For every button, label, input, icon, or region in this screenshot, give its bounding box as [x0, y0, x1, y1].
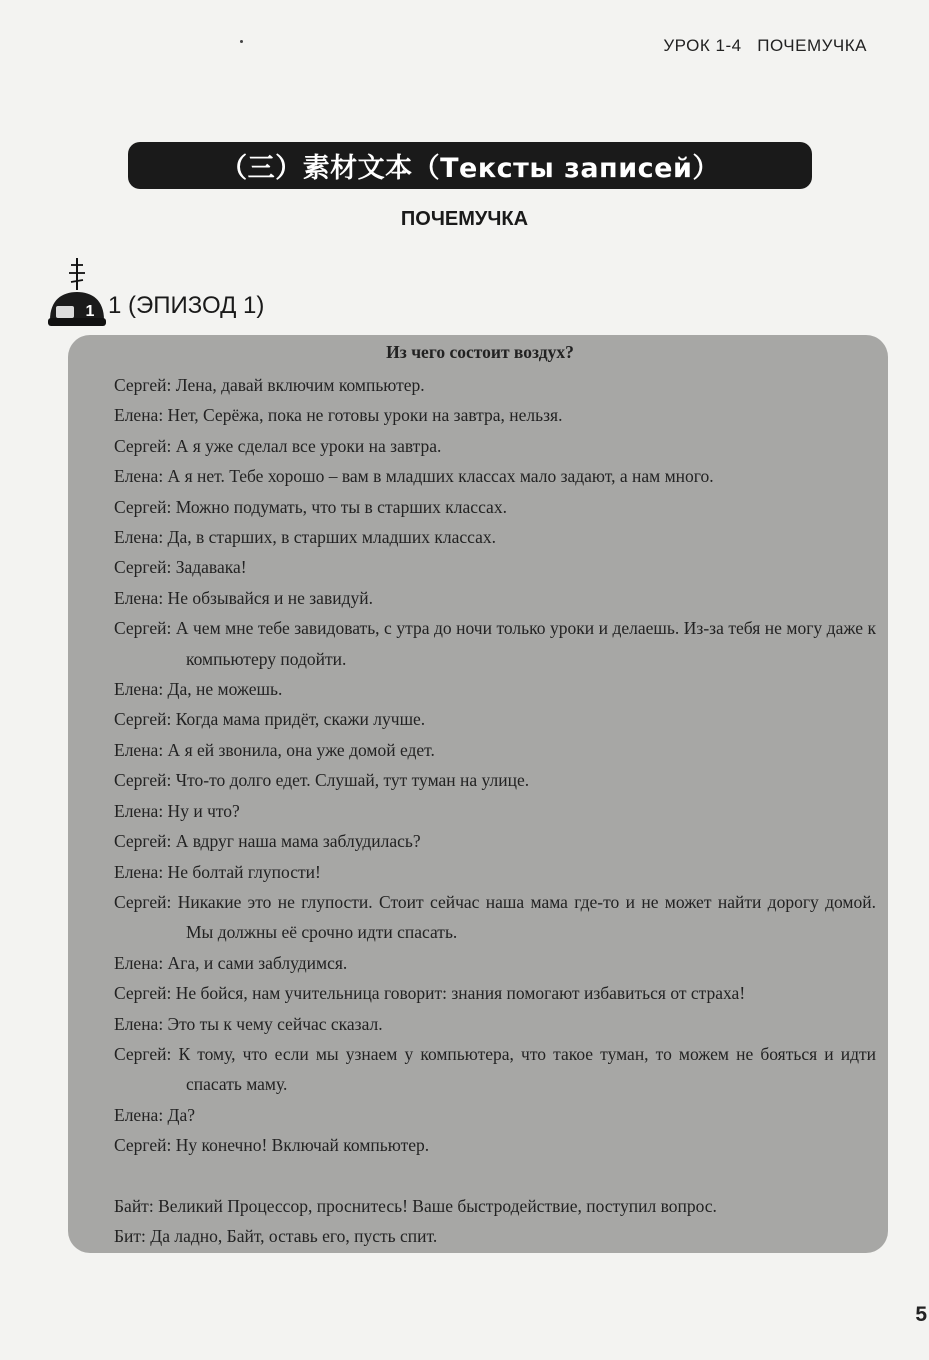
page-number: 5	[915, 1303, 927, 1326]
running-header: УРОК 1-4 ПОЧЕМУЧКА	[663, 36, 867, 55]
dialogue-line: Сергей: Никакие это не глупости. Стоит сейчас наша мама где-то и не может найти дорогу домой. Мы должны её срочно идти спасать.	[114, 891, 876, 943]
dialogue-line: Сергей: А вдруг наша мама заблудилась?	[114, 831, 421, 852]
section-heading: （三）素材文本（Тексты записей）	[220, 153, 720, 184]
dialogue-line: Елена: Это ты к чему сейчас сказал.	[114, 1013, 383, 1034]
dialogue-line: Елена: А я нет. Тебе хорошо – вам в младших классах мало задают, а нам много.	[114, 466, 714, 487]
dialogue-line: Елена: Ага, и сами заблудимся.	[114, 952, 348, 973]
page-title: ПОЧЕМУЧКА	[400, 208, 529, 230]
dialogue-line: Сергей: Можно подумать, что ты в старших классах.	[114, 496, 507, 517]
dialogue-line: Елена: Не болтай глупости!	[114, 861, 321, 882]
audio-track-icon	[46, 256, 108, 332]
dialogue-line: Сергей: Задавака!	[114, 557, 247, 578]
dialogue-line: Сергей: Ну конечно! Включай компьютер.	[114, 1135, 430, 1156]
dialogue-line: Елена: А я ей звонила, она уже домой едет.	[114, 739, 435, 760]
print-speck	[240, 40, 243, 43]
dialogue-line: Сергей: Что-то долго едет. Слушай, тут туман на улице.	[114, 770, 530, 791]
dialogue-line: Сергей: Лена, давай включим компьютер.	[114, 375, 425, 395]
dialogue-line: Байт: Великий Процессор, проснитесь! Ваше быстродействие, поступил вопрос.	[114, 1195, 717, 1216]
dialogue-line: Сергей: К тому, что если мы узнаем у компьютера, что такое туман, то можем не бояться и идти спасать маму.	[114, 1043, 876, 1095]
dialogue-line: Сергей: Не бойся, нам учительница говорит: знания помогают избавиться от страха!	[114, 983, 746, 1004]
transcript-title: Из чего состоит воздух?	[386, 342, 574, 362]
dialogue-line: Елена: Да, в старших, в старших младших классах.	[114, 527, 496, 548]
transcript-box	[68, 335, 888, 1253]
dialogue-line: Елена: Не обзывайся и не завидуй.	[114, 587, 373, 608]
dialogue-line: Сергей: А я уже сделал все уроки на завтра.	[114, 435, 442, 456]
track-number: 1	[85, 303, 95, 320]
dialogue-line: Елена: Нет, Серёжа, пока не готовы уроки на завтра, нельзя.	[114, 405, 563, 426]
transcript-lines	[114, 370, 876, 1161]
dialogue-line: Бит: Да ладно, Байт, оставь его, пусть спит.	[114, 1225, 438, 1246]
transcript-closing-lines	[114, 1191, 876, 1252]
dialogue-line: Елена: Да?	[114, 1104, 196, 1125]
dialogue-line: Сергей: Когда мама придёт, скажи лучше.	[114, 709, 426, 730]
dialogue-line: Сергей: А чем мне тебе завидовать, с утра до ночи только уроки и делаешь. Из-за тебя не могу даже к компьютеру подойти.	[114, 618, 876, 669]
dialogue-line: Елена: Ну и что?	[114, 800, 240, 821]
track-label: 1 (ЭПИЗОД 1)	[108, 292, 265, 319]
dialogue-line: Елена: Да, не можешь.	[114, 679, 283, 700]
section-heading-bar	[128, 142, 812, 189]
